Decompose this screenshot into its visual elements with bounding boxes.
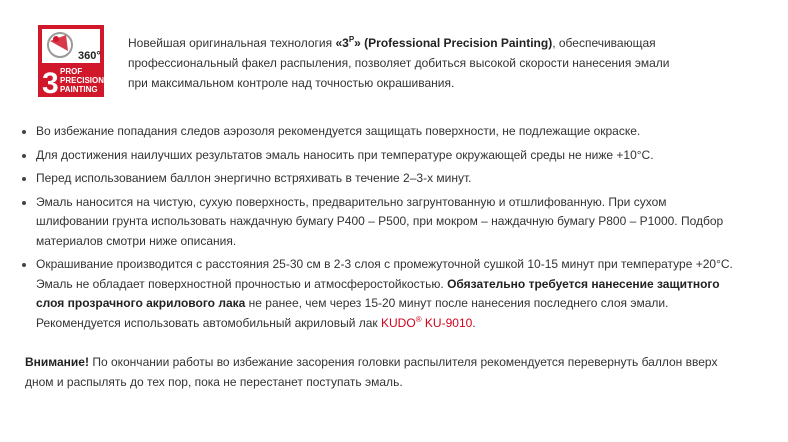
logo-word-2: PRECISION (60, 76, 104, 85)
list-item: Эмаль наносится на чистую, сухую поверхность, предварительно загрунтованную и отшлифованную. При сухом шлифовании грунта использовать наждачную бумагу Р400 – Р500, при мокром – наждачную бумагу Р800 – Р1000. Подбор материалов смотри ниже описания. (0, 193, 740, 252)
protective-lacquer-warning: Обязательно требуется нанесение защитного слоя прозрачного акрилового лака (36, 276, 720, 310)
usage-instructions-list (0, 122, 740, 337)
list-item: Во избежание попадания следов аэрозоля рекомендуется защищать поверхности, не подлежащие окраске. (0, 122, 740, 142)
intro-text-2: , обеспечивающая (552, 36, 656, 50)
logo-word-1: PROF (60, 67, 83, 76)
list-item: Для достижения наилучших результатов эмаль наносить при температуре окружающей среды не ниже +10°С. (0, 146, 740, 166)
intro-line-3: при максимальном контроле над точностью окрашивания. (128, 76, 455, 90)
intro-paragraph (128, 33, 748, 93)
list-item: Перед использованием баллон энергично встряхивать в течение 2–3-х минут. (0, 169, 740, 189)
kudo-brand-link[interactable]: KUDO® KU-9010 (381, 314, 473, 330)
3p-technology-logo (38, 25, 104, 97)
attention-text: По окончании работы во избежание засорения головки распылителя рекомендуется перевернуть баллон вверх дном и распылять до тех пор, пока не перестанет поступать эмаль. (25, 355, 718, 389)
intro-text-1: Новейшая оригинальная технология (128, 36, 336, 50)
logo-word-3: PAINTING (60, 85, 98, 94)
attention-note (25, 352, 745, 392)
list-item: Окрашивание производится с расстояния 25-30 см в 2-3 слоя с промежуточной сушкой 10-15 минут при температуре +20°С. Эмаль не обладает поверхностной прочностью и атмосферостойкостью. Обязательно требуется нанесение защитного слоя прозрачного акрилового лака не ранее, чем через 15-20 минут после нанесения последнего слоя эмали. Рекомендуется использовать автомобильный акриловый лак KUDO® KU-9010. (0, 255, 740, 333)
intro-line-2: профессиональный факел распыления, позволяет добиться высокой скорости нанесения эмали (128, 56, 670, 70)
logo-angle: 360° (78, 50, 101, 62)
attention-label: Внимание! (25, 355, 89, 369)
logo-badge-number: 3 (42, 67, 59, 97)
intro-technology-name: «$3^P$» (Professional Precision Painting) (335, 35, 553, 50)
